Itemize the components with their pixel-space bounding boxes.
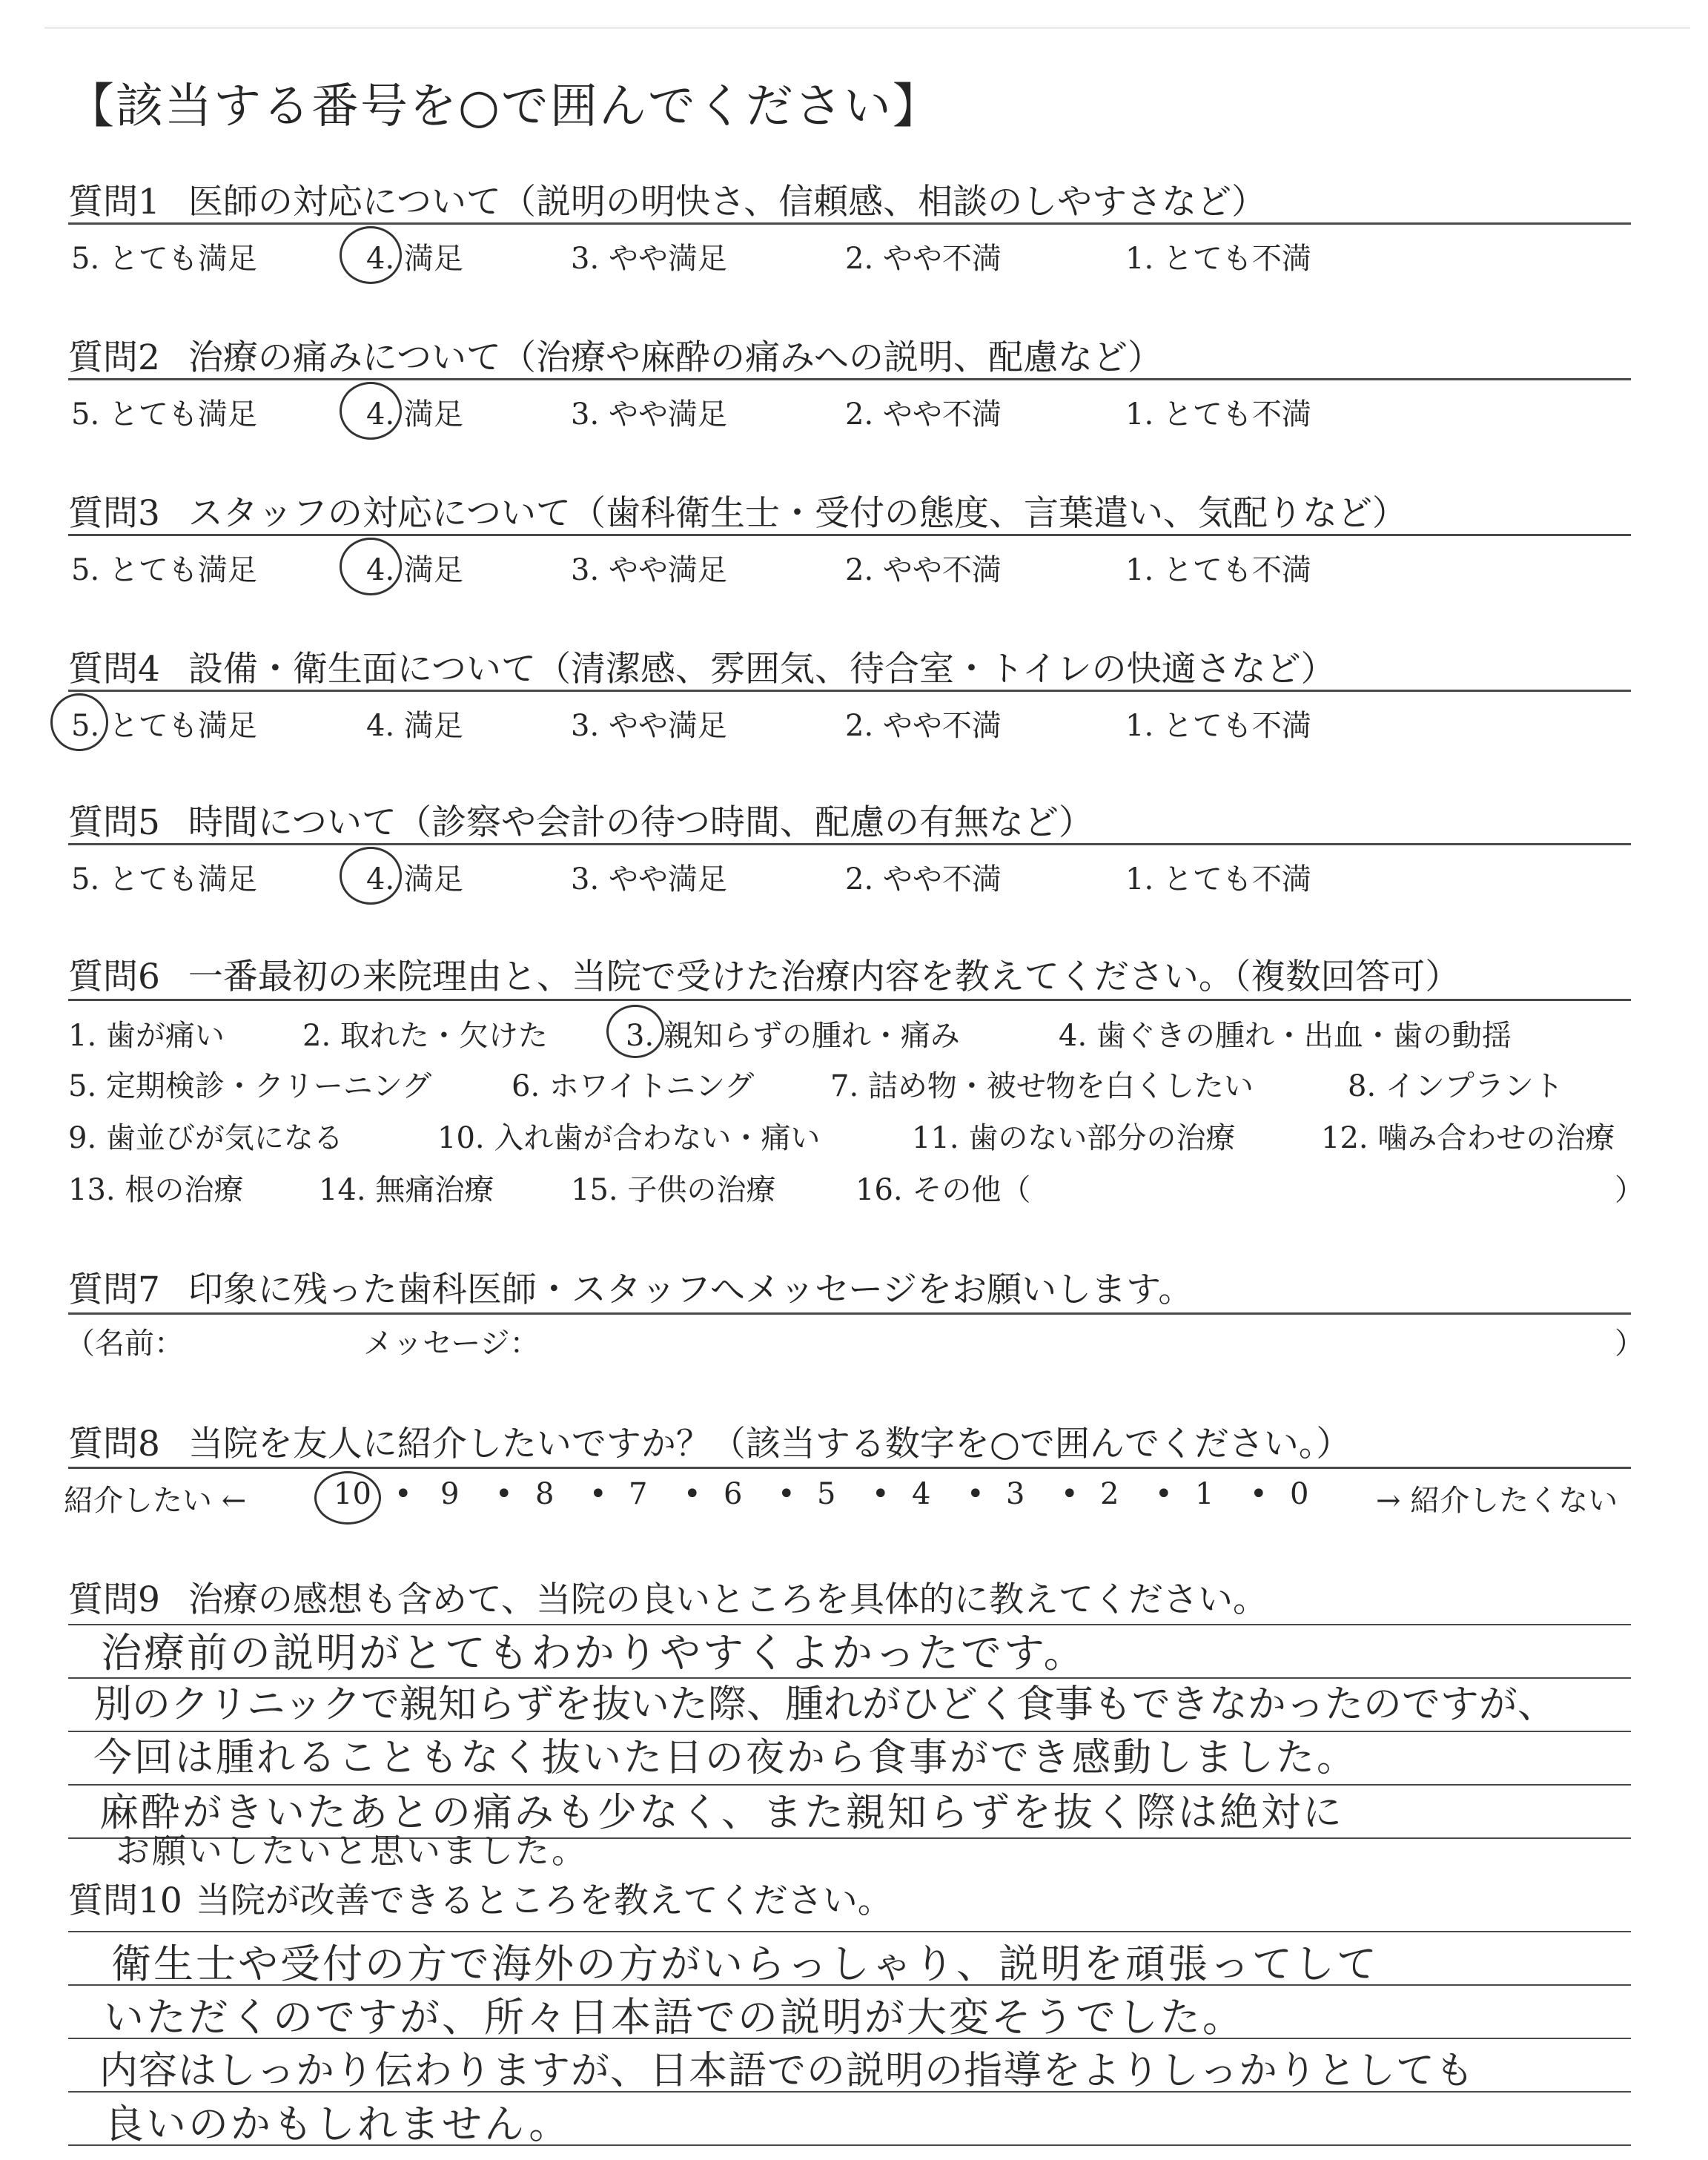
q5-number: 質問5	[68, 802, 160, 843]
q10-answer-line-3: 内容はしっかり伝わりますが、日本語での説明の指導をよりしっかりとしても	[99, 2049, 1475, 2093]
q6-option-6[interactable]: 6. ホワイトニング	[512, 1069, 755, 1103]
q8-scale-value[interactable]: 10	[334, 1477, 371, 1511]
q5-option-2[interactable]: 2. やや不満	[845, 862, 1002, 896]
q6-option-7[interactable]: 7. 詰め物・被せ物を白くしたい	[830, 1069, 1254, 1103]
q8-number: 質問8	[68, 1424, 160, 1464]
q6-option-5[interactable]: 5. 定期検診・クリーニング	[68, 1069, 432, 1103]
q6-heading	[68, 949, 1460, 999]
q5-rule	[68, 843, 1631, 845]
q4-option-1[interactable]: 1. とても不満	[1125, 709, 1311, 743]
q8-scale-separator: •	[1061, 1477, 1079, 1511]
q6-option-15[interactable]: 15. 子供の治療	[571, 1173, 776, 1207]
q2-selection-circle	[340, 382, 402, 440]
q7-text: 印象に残った歯科医師・スタッフへメッセージをお願いします。	[188, 1269, 1194, 1310]
q9-answer-line-2: 別のクリニックで親知らずを抜いた際、腫れがひどく食事もできなかったのですが、	[93, 1682, 1556, 1727]
q2-option-3[interactable]: 3. やや満足	[571, 397, 727, 432]
q2-text: 治療の痛みについて（治療や麻酔の痛みへの説明、配慮など）	[188, 337, 1163, 378]
q3-option-2[interactable]: 2. やや不満	[845, 553, 1002, 587]
q6-option-9[interactable]: 9. 歯並びが気になる	[68, 1121, 343, 1155]
q6-option-13[interactable]: 13. 根の治療	[68, 1173, 244, 1207]
q4-option-5[interactable]: 5. とても満足	[71, 709, 257, 743]
q5-text: 時間について（診察や会計の待つ時間、配慮の有無など）	[188, 802, 1093, 843]
q9-text: 治療の感想も含めて、当院の良いところを具体的に教えてください。	[188, 1579, 1268, 1620]
q8-left-label: 紹介したい ←	[64, 1484, 247, 1518]
q6-text: 一番最初の来院理由と、当院で受けた治療内容を教えてください。（複数回答可）	[188, 957, 1460, 997]
q8-scale-separator: •	[589, 1477, 607, 1511]
q8-scale-value[interactable]: 4	[912, 1477, 931, 1511]
q10-number: 質問10	[68, 1880, 182, 1921]
q4-number: 質問4	[68, 649, 160, 690]
q8-scale-value[interactable]: 8	[535, 1477, 555, 1511]
q3-text: スタッフの対応について（歯科衛生士・受付の態度、言葉遣い、気配りなど）	[188, 493, 1407, 534]
q4-text: 設備・衛生面について（清潔感、雰囲気、待合室・トイレの快適さなど）	[188, 649, 1336, 690]
q9-answer-line-1: 治療前の説明がとてもわかりやすくよかったです。	[101, 1629, 1087, 1677]
q6-option-3[interactable]: 3. 親知らずの腫れ・痛み	[626, 1019, 960, 1053]
q7-close-paren: ）	[1615, 1327, 1644, 1361]
q8-scale-separator: •	[967, 1477, 984, 1511]
q4-option-3[interactable]: 3. やや満足	[571, 709, 727, 743]
q2-rule	[68, 378, 1631, 380]
q6-option-12[interactable]: 12. 噛み合わせの治療	[1321, 1121, 1615, 1155]
q3-option-4[interactable]: 4. 満足	[366, 553, 463, 587]
q3-number: 質問3	[68, 493, 160, 534]
scan-top-edge	[44, 27, 1690, 29]
q8-text: 当院を友人に紹介したいですか？（該当する数字を○で囲んでください。）	[188, 1424, 1351, 1464]
q6-number: 質問6	[68, 957, 160, 997]
q8-scale-separator: •	[683, 1477, 701, 1511]
q4-heading	[68, 641, 1336, 691]
q7-number: 質問7	[68, 1269, 160, 1310]
q9-answer-line-3: 今回は腫れることもなく抜いた日の夜から食事ができ感動しました。	[93, 1736, 1358, 1780]
q8-scale-separator: •	[394, 1477, 412, 1511]
q2-option-5[interactable]: 5. とても満足	[71, 397, 257, 432]
q8-heading	[68, 1416, 1351, 1466]
q8-scale-separator: •	[872, 1477, 890, 1511]
q8-scale-value[interactable]: 9	[440, 1477, 460, 1511]
q6-option-14[interactable]: 14. 無痛治療	[319, 1173, 494, 1207]
q5-option-1[interactable]: 1. とても不満	[1125, 862, 1311, 896]
q5-selection-circle	[340, 847, 402, 905]
q7-heading	[68, 1262, 1193, 1312]
q5-option-4[interactable]: 4. 満足	[366, 862, 463, 896]
q1-number: 質問1	[68, 182, 160, 222]
q10-answer-line-2: いただくのですが、所々日本語での説明が大変そうでした。	[104, 1994, 1245, 2041]
q6-option-1[interactable]: 1. 歯が痛い	[68, 1019, 225, 1053]
q1-option-2[interactable]: 2. やや不満	[845, 242, 1002, 276]
q8-rule	[68, 1467, 1631, 1469]
q9-number: 質問9	[68, 1579, 160, 1620]
q8-right-label: → 紹介したくない	[1376, 1484, 1618, 1518]
q8-scale-value[interactable]: 6	[724, 1477, 743, 1511]
q2-heading	[68, 330, 1162, 380]
q6-option-2[interactable]: 2. 取れた・欠けた	[302, 1019, 548, 1053]
q6-option-16[interactable]: 16. その他（	[855, 1173, 1031, 1207]
q3-selection-circle	[340, 538, 402, 595]
q3-rule	[68, 534, 1631, 536]
q8-scale-value[interactable]: 2	[1100, 1477, 1119, 1511]
q7-message-label[interactable]: メッセージ：	[363, 1327, 540, 1361]
q5-option-5[interactable]: 5. とても満足	[71, 862, 257, 896]
q1-option-4[interactable]: 4. 満足	[366, 242, 463, 276]
q6-option-4[interactable]: 4. 歯ぐきの腫れ・出血・歯の動揺	[1059, 1019, 1512, 1053]
q1-selection-circle	[340, 226, 402, 284]
q7-rule	[68, 1312, 1631, 1315]
q2-option-2[interactable]: 2. やや不満	[845, 397, 1002, 432]
q2-option-4[interactable]: 4. 満足	[366, 397, 463, 432]
q10-answer-line-1: 衛生士や受付の方で海外の方がいらっしゃり、説明を頑張ってして	[111, 1941, 1379, 1987]
q1-option-5[interactable]: 5. とても満足	[71, 242, 257, 276]
q10-answer-line-4: 良いのかもしれません。	[104, 2101, 572, 2147]
q5-heading	[68, 795, 1093, 845]
q6-selection-circle	[606, 1005, 664, 1058]
q8-scale-separator: •	[1250, 1477, 1268, 1511]
q9-answer-line-5: お願いしたいと思いました。	[116, 1831, 588, 1871]
q9-heading	[68, 1572, 1268, 1622]
page-heading: 【該当する番号を○で囲んでください】	[67, 79, 941, 134]
q2-number: 質問2	[68, 337, 160, 378]
q3-option-5[interactable]: 5. とても満足	[71, 553, 257, 587]
q4-option-2[interactable]: 2. やや不満	[845, 709, 1002, 743]
q8-scale-value[interactable]: 5	[817, 1477, 836, 1511]
q9-answer-line-4: 麻酔がきいたあとの痛みも少なく、また親知らずを抜く際は絶対に	[99, 1790, 1344, 1835]
q6-option-8[interactable]: 8. インプラント	[1348, 1069, 1563, 1103]
q5-option-3[interactable]: 3. やや満足	[571, 862, 727, 896]
q8-scale-value[interactable]: 1	[1195, 1477, 1214, 1511]
q8-scale-value[interactable]: 0	[1290, 1477, 1309, 1511]
q6-other-close-paren: ）	[1615, 1173, 1644, 1207]
q3-heading	[68, 486, 1407, 535]
q10-heading	[68, 1873, 893, 1923]
q8-scale-value[interactable]: 7	[629, 1477, 648, 1511]
q7-name-label[interactable]: （名前：	[65, 1327, 184, 1361]
q8-scale-value[interactable]: 3	[1006, 1477, 1025, 1511]
q1-rule	[68, 222, 1631, 225]
q8-scale-separator: •	[495, 1477, 513, 1511]
q1-heading	[68, 174, 1266, 224]
q6-rule	[68, 999, 1631, 1001]
q1-text: 医師の対応について（説明の明快さ、信頼感、相談のしやすさなど）	[188, 182, 1267, 222]
q6-option-10[interactable]: 10. 入れ歯が合わない・痛い	[437, 1121, 821, 1155]
q3-option-1[interactable]: 1. とても不満	[1125, 553, 1311, 587]
q6-option-11[interactable]: 11. 歯のない部分の治療	[912, 1121, 1236, 1155]
q4-rule	[68, 690, 1631, 692]
q4-option-4[interactable]: 4. 満足	[366, 709, 463, 743]
q1-option-1[interactable]: 1. とても不満	[1125, 242, 1311, 276]
q10-text: 当院が改善できるところを教えてください。	[195, 1880, 893, 1921]
q8-scale-separator: •	[1155, 1477, 1173, 1511]
q8-scale-separator: •	[778, 1477, 795, 1511]
q3-option-3[interactable]: 3. やや満足	[571, 553, 727, 587]
q4-selection-circle	[50, 693, 108, 751]
q2-option-1[interactable]: 1. とても不満	[1125, 397, 1311, 432]
q1-option-3[interactable]: 3. やや満足	[571, 242, 727, 276]
q8-selection-circle	[314, 1471, 381, 1525]
